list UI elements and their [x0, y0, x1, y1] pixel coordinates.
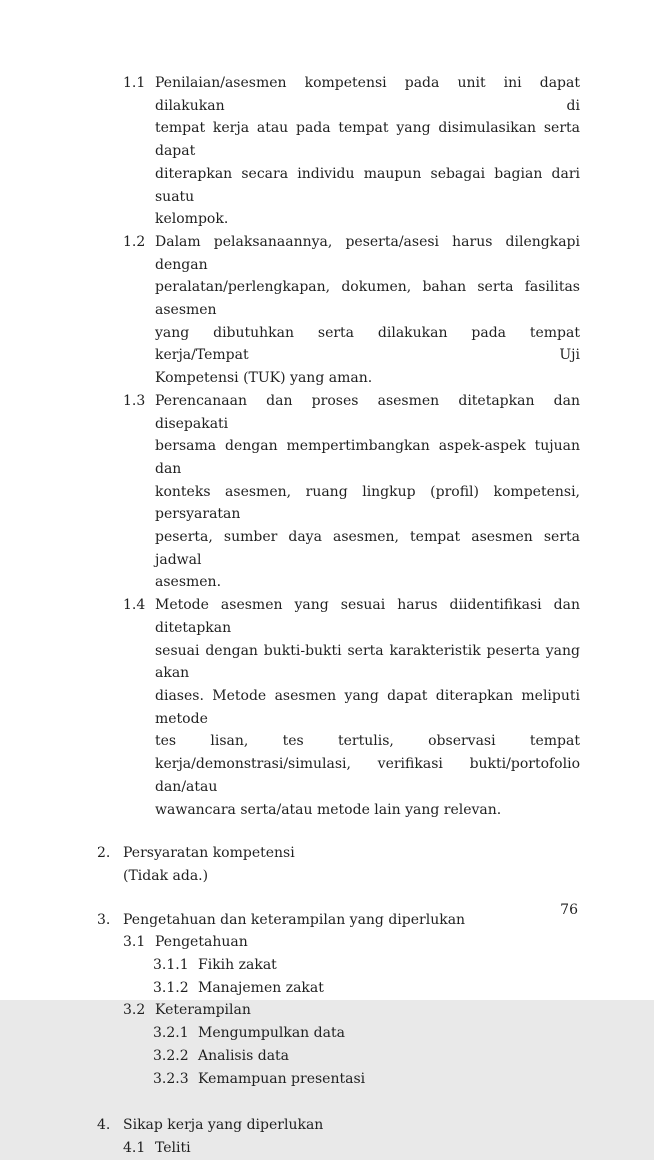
clause-line: peralatan/perlengkapan, dokumen, bahan serta fasilitas asesmen — [155, 279, 580, 319]
clause-line: Penilaian/asesmen kompetensi pada unit ini dapat dilakukan di — [155, 75, 580, 114]
clause-line: asesmen. — [155, 574, 222, 591]
section-body — [123, 842, 580, 887]
clause-line: Metode asesmen yang sesuai harus diidentifikasi dan ditetapkan — [155, 597, 580, 636]
list-item-number: 3.2.1 — [153, 1025, 189, 1042]
section-spacer — [123, 888, 580, 909]
clause-number: 1.3 — [123, 392, 146, 409]
page-number: 76 — [560, 902, 578, 918]
section-title: Pengetahuan dan keterampilan yang diperlukan — [123, 911, 466, 928]
clause-line: tes lisan, tes tertulis, observasi tempat — [155, 733, 580, 750]
list-item-number: 4.1 — [123, 1139, 146, 1156]
section-title: Persyaratan kompetensi — [123, 845, 295, 862]
clause-line: wawancara serta/atau metode lain yang relevan. — [155, 801, 502, 818]
clause-line: konteks asesmen, ruang lingkup (profil) kompetensi, persyaratan — [155, 483, 580, 523]
clause-line: Kompetensi (TUK) yang aman. — [155, 370, 373, 387]
section-note: (Tidak ada.) — [123, 867, 209, 884]
section-spacer — [123, 821, 580, 842]
list-item-label: Fikih zakat — [198, 957, 277, 974]
clause-text — [155, 594, 580, 821]
list-item-label: Teliti — [155, 1139, 191, 1156]
clause-text — [155, 231, 580, 390]
section-number: 4. — [97, 1117, 111, 1134]
page-content — [97, 72, 580, 1160]
list-item-3-1-2 — [153, 977, 580, 1000]
list-item-3-2-1 — [153, 1022, 580, 1045]
clause-1-2 — [123, 231, 580, 390]
list-item-label: Analisis data — [198, 1047, 290, 1064]
section-general-guidance — [123, 72, 580, 821]
clause-number: 1.4 — [123, 597, 146, 614]
section-2-heading — [97, 842, 580, 887]
subsection-3-1 — [123, 931, 580, 954]
section-title: Sikap kerja yang diperlukan — [123, 1117, 324, 1134]
list-item-label: Mengumpulkan data — [198, 1025, 345, 1042]
clause-line: peserta, sumber daya asesmen, tempat asesmen serta jadwal — [155, 529, 580, 568]
list-item-3-2-2 — [153, 1045, 580, 1068]
clause-line: bersama dengan mempertimbangkan aspek-aspek tujuan dan — [155, 438, 580, 477]
list-item-label: Kemampuan presentasi — [198, 1070, 366, 1087]
clause-line: diases. Metode asesmen yang dapat diterapkan meliputi metode — [155, 687, 580, 727]
list-item-3-1-1 — [153, 954, 580, 977]
section-spacer — [123, 1090, 580, 1114]
subsection-3-2 — [123, 999, 580, 1022]
clause-1-3 — [123, 390, 580, 594]
section-3-heading — [97, 909, 580, 932]
clause-line: kelompok. — [155, 211, 229, 228]
subsection-title: Keterampilan — [155, 1002, 251, 1019]
section-requirements — [97, 842, 580, 887]
clause-number: 1.2 — [123, 233, 146, 250]
clause-number: 1.1 — [123, 75, 146, 91]
list-item-number: 3.2.3 — [153, 1070, 189, 1087]
list-item-number: 3.1.2 — [153, 979, 189, 996]
list-item-number: 3.1.1 — [153, 957, 189, 974]
clause-line: diterapkan secara individu maupun sebagai bagian dari suatu — [155, 165, 580, 205]
list-item-3-2-3 — [153, 1068, 580, 1091]
clause-line: kerja/demonstrasi/simulasi, verifikasi bukti/portofolio dan/atau — [155, 756, 580, 795]
section-work-attitude — [97, 1114, 580, 1159]
clause-line: sesuai dengan bukti-bukti serta karakteristik peserta yang akan — [155, 642, 580, 682]
subsection-number: 3.2 — [123, 1002, 146, 1019]
clause-text — [155, 390, 580, 594]
clause-line: tempat kerja atau pada tempat yang disimulasikan serta dapat — [155, 120, 580, 160]
list-item-label: Manajemen zakat — [198, 979, 324, 996]
list-item-number: 3.2.2 — [153, 1047, 189, 1064]
clause-1-4 — [123, 594, 580, 821]
subsection-title: Pengetahuan — [155, 934, 248, 951]
subsection-number: 3.1 — [123, 934, 146, 951]
list-item-4-1 — [123, 1137, 580, 1160]
section-number: 3. — [97, 911, 111, 928]
clause-text — [155, 72, 580, 231]
section-4-heading — [97, 1114, 580, 1137]
clause-1-1 — [123, 72, 580, 231]
section-knowledge-skills — [97, 909, 580, 1091]
clause-line: Dalam pelaksanaannya, peserta/asesi harus dilengkapi dengan — [155, 233, 580, 273]
section-number: 2. — [97, 845, 111, 862]
clause-line: yang dibutuhkan serta dilakukan pada tempat kerja/Tempat Uji — [155, 324, 580, 364]
clause-line: Perencanaan dan proses asesmen ditetapkan dan disepakati — [155, 392, 580, 432]
